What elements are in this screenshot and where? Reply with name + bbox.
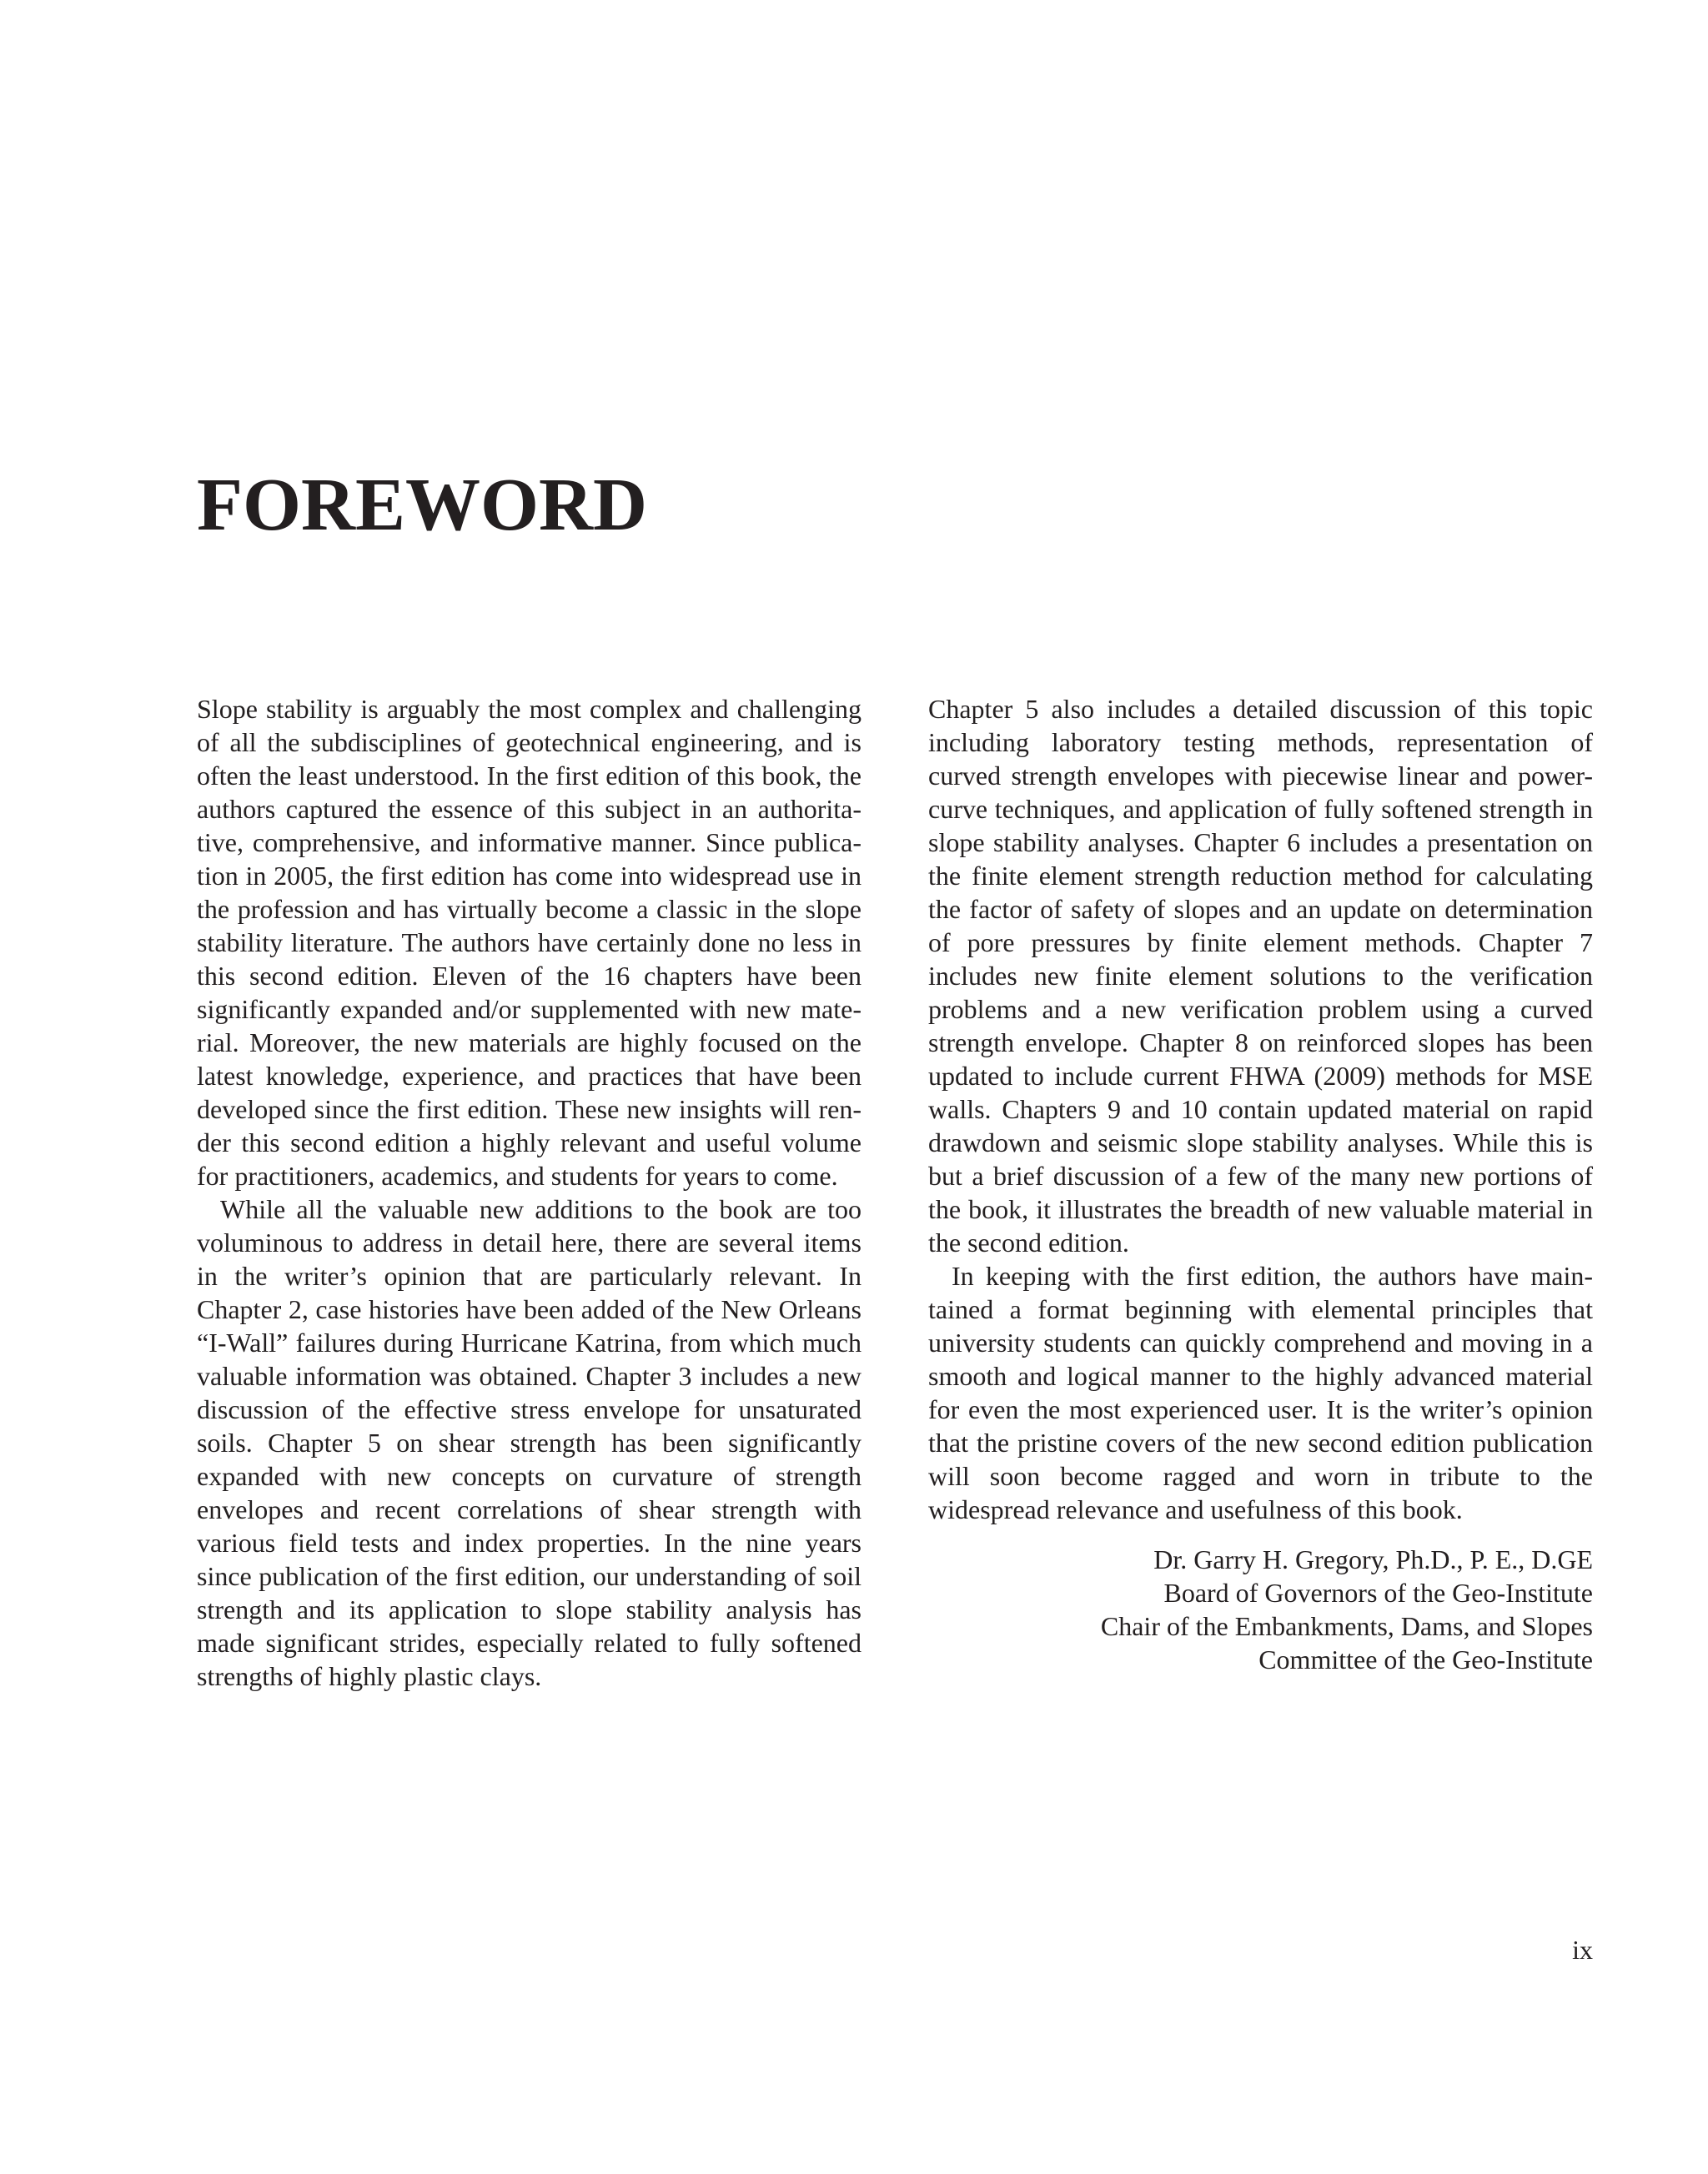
body-paragraph: Slope stability is arguably the most complex and challenging of all the subdisciplines of geotechnical engineering, and is often the least understood. In the first edition of this book, the authors captured the essence of this subject in an authoritative, comprehensive, and informative manner. Since publication in 2005, the first edition has come into widespread use in the profession and has virtually become a classic in the slope stability literature. The authors have certainly done no less in this second edition. Eleven of the 16 chapters have been significantly expanded and/or supplemented with new material. Moreover, the new materials are highly focused on the latest knowledge, experience, and practices that have been developed since the first edition. These new insights will render this second edition a highly relevant and useful volume for practitioners, academics, and students for years to come. xyxy=(197,694,862,1191)
signature-affiliation: Board of Governors of the Geo-Institute xyxy=(1163,1578,1593,1608)
right-column xyxy=(928,692,1593,1676)
signature-affiliation: Committee of the Geo-Institute xyxy=(1258,1644,1593,1674)
body-paragraph: Chapter 5 also includes a detailed discussion of this topic including laboratory testing methods, representation of curved strength envelopes with piecewise linear and power-curve techniques, and application of fully softened strength in slope stability analyses. Chapter 6 includes a presentation on the finite element strength reduction method for calculating the factor of safety of slopes and an update on determination of pore pressures by finite element methods. Chapter 7 includes new finite element solutions to the verification problems and a new verification problem using a curved strength envelope. Chapter 8 on reinforced slopes has been updated to include current FHWA (2009) methods for MSE walls. Chapters 9 and 10 contain updated material on rapid drawdown and seismic slope stability analyses. While this is but a brief discussion of a few of the many new portions of the book, it illustrates the breadth of new valuable material in the second edition. xyxy=(928,694,1593,1258)
left-column xyxy=(197,692,862,1693)
body-paragraph: While all the valuable new additions to the book are too voluminous to address in detail here, there are several items in the writer’s opinion that are particularly relevant. In Chapter 2, case histories have been added of the New Orleans “I-Wall” failures during Hurricane Katrina, from which much valuable information was obtained. Chapter 3 includes a new discussion of the effective stress envelope for unsaturated soils. Chapter 5 on shear strength has been significantly expanded with new concepts on curvature of strength envelopes and recent correlations of shear strength with various field tests and index properties. In the nine years since publication of the first edition, our understanding of soil strength and its application to slope stability analysis has made significant strides, especially related to fully softened strengths of highly plastic clays. xyxy=(197,1194,862,1691)
page-number: ix xyxy=(1572,1935,1593,1965)
body-paragraph: In keeping with the first edition, the authors have maintained a format beginning with elemental principles that university students can quickly comprehend and moving in a smooth and logical manner to the highly advanced material for even the most experienced user. It is the writer’s opinion that the pristine covers of the new second edition publication will soon become ragged and worn in tribute to the widespread relevance and usefulness of this book. xyxy=(928,1261,1593,1524)
signature-name: Dr. Garry H. Gregory, Ph.D., P. E., D.GE xyxy=(1153,1544,1593,1574)
signature-block xyxy=(928,1543,1593,1676)
page-title: FOREWORD xyxy=(197,464,647,546)
signature-affiliation: Chair of the Embankments, Dams, and Slopes xyxy=(1100,1611,1593,1641)
